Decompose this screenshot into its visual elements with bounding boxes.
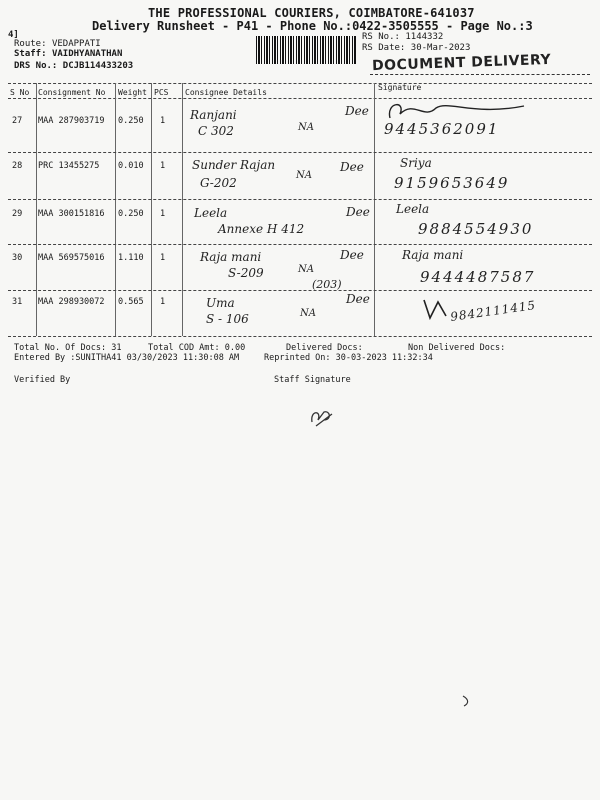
row-consignee-address: S-209 bbox=[228, 266, 264, 280]
row-consignee-name: Leela bbox=[194, 206, 228, 220]
col-header-pcs: PCS bbox=[154, 88, 169, 97]
staff-value: VAIDHYANATHAN bbox=[51, 49, 123, 59]
row-dee-mark: Dee bbox=[346, 205, 370, 219]
verified-by: Verified By bbox=[14, 375, 71, 385]
route-row bbox=[14, 39, 101, 49]
row-na-extra: (203) bbox=[312, 278, 342, 291]
row-divider bbox=[8, 244, 592, 245]
table-bottom-rule bbox=[8, 336, 592, 337]
col-header-weight: Weight bbox=[118, 88, 147, 97]
delivered-docs: Delivered Docs: bbox=[286, 343, 363, 353]
corner-mark: 4] bbox=[8, 30, 19, 40]
row-consignee-address: S - 106 bbox=[206, 312, 249, 326]
table-top-rule bbox=[8, 83, 592, 84]
row-consignment: MAA 300151816 bbox=[38, 209, 105, 219]
row-consignee-address: C 302 bbox=[198, 124, 234, 138]
row-signature-phone: 9445362091 bbox=[384, 120, 500, 138]
signature-scrawl bbox=[420, 296, 450, 322]
stamp-underline bbox=[370, 74, 590, 75]
col-divider bbox=[36, 83, 37, 336]
col-divider bbox=[182, 83, 183, 336]
row-na-mark: NA bbox=[298, 122, 314, 133]
row-consignment: MAA 298930072 bbox=[38, 297, 105, 307]
col-divider bbox=[115, 83, 116, 336]
staff-label: Staff: bbox=[14, 49, 47, 59]
drs-row bbox=[14, 61, 133, 71]
entered-by: Entered By :SUNITHA41 03/30/2023 11:30:08 AM bbox=[14, 353, 240, 363]
row-consignee-address: G-202 bbox=[200, 176, 237, 190]
row-weight: 0.250 bbox=[118, 209, 144, 219]
reprinted-on: Reprinted On: 30-03-2023 11:32:34 bbox=[264, 353, 433, 363]
non-delivered-docs: Non Delivered Docs: bbox=[408, 343, 506, 353]
row-weight: 1.110 bbox=[118, 253, 144, 263]
row-consignee-name: Uma bbox=[206, 296, 235, 310]
barcode bbox=[256, 36, 356, 64]
row-weight: 0.010 bbox=[118, 161, 144, 171]
col-divider bbox=[374, 83, 375, 336]
rs-no-row bbox=[362, 32, 443, 42]
col-header-consignment: Consignment No bbox=[38, 88, 106, 97]
row-signature-phone: 9842111415 bbox=[449, 298, 537, 324]
row-divider bbox=[8, 152, 592, 153]
row-dee-mark: Dee bbox=[345, 104, 369, 118]
row-signature-name: Raja mani bbox=[402, 248, 464, 262]
row-pcs: 1 bbox=[160, 253, 166, 263]
staff-row bbox=[14, 49, 122, 59]
drs-value: DCJB114433203 bbox=[62, 61, 134, 71]
total-cod: Total COD Amt: 0.00 bbox=[148, 343, 246, 353]
row-consignment: MAA 569575016 bbox=[38, 253, 105, 263]
row-divider bbox=[8, 199, 592, 200]
route-value: VEDAPPATI bbox=[51, 39, 101, 49]
rs-date-row bbox=[362, 43, 470, 53]
row-na-mark: NA bbox=[298, 264, 314, 275]
row-sno: 27 bbox=[12, 116, 23, 126]
row-signature-name: Sriya bbox=[400, 156, 432, 170]
rs-no-value: 1144332 bbox=[405, 32, 444, 42]
row-dee-mark: Dee bbox=[340, 248, 364, 262]
runsheet-title: Delivery Runsheet - P41 - Phone No.:0422-3505555 - Page No.:3 bbox=[92, 19, 533, 33]
row-sno: 30 bbox=[12, 253, 23, 263]
row-na-mark: NA bbox=[300, 308, 316, 319]
row-pcs: 1 bbox=[160, 116, 166, 126]
col-header-sno: S No bbox=[10, 88, 30, 97]
row-sno: 31 bbox=[12, 297, 23, 307]
stray-pen-mark bbox=[460, 694, 472, 708]
col-header-consignee: Consignee Details bbox=[185, 88, 267, 97]
row-signature-name: Leela bbox=[396, 202, 430, 216]
company-title: THE PROFESSIONAL COURIERS, COIMBATORE-641037 bbox=[148, 6, 475, 20]
row-pcs: 1 bbox=[160, 161, 166, 171]
row-weight: 0.565 bbox=[118, 297, 144, 307]
staff-signature-label: Staff Signature bbox=[274, 375, 351, 385]
col-header-signature: Signature bbox=[378, 83, 422, 92]
row-na-mark: NA bbox=[296, 170, 312, 181]
row-weight: 0.250 bbox=[118, 116, 144, 126]
rs-no-label: RS No.: bbox=[362, 32, 400, 42]
row-consignee-name: Ranjani bbox=[190, 108, 237, 122]
drs-label: DRS No.: bbox=[14, 61, 58, 71]
row-pcs: 1 bbox=[160, 297, 166, 307]
row-consignment: PRC 13455275 bbox=[38, 161, 100, 171]
signature-scrawl bbox=[384, 98, 534, 122]
total-docs: Total No. Of Docs: 31 bbox=[14, 343, 122, 353]
row-consignment: MAA 287903719 bbox=[38, 116, 105, 126]
col-divider bbox=[151, 83, 152, 336]
row-divider bbox=[8, 290, 592, 291]
row-signature-phone: 9159653649 bbox=[394, 174, 510, 192]
rs-date-label: RS Date: bbox=[362, 43, 406, 53]
route-label: Route: bbox=[14, 39, 47, 49]
staff-signature-scrawl bbox=[308, 408, 336, 428]
document-delivery-stamp: DOCUMENT DELIVERY bbox=[371, 51, 552, 75]
row-pcs: 1 bbox=[160, 209, 166, 219]
row-consignee-name: Sunder Rajan bbox=[192, 158, 276, 172]
row-signature-phone: 9884554930 bbox=[418, 220, 534, 238]
row-sno: 29 bbox=[12, 209, 23, 219]
rs-date-value: 30-Mar-2023 bbox=[410, 43, 471, 53]
row-signature-phone: 9444487587 bbox=[420, 268, 536, 286]
row-consignee-address: Annexe H 412 bbox=[218, 222, 305, 236]
row-consignee-name: Raja mani bbox=[200, 250, 262, 264]
row-dee-mark: Dee bbox=[346, 292, 370, 306]
row-sno: 28 bbox=[12, 161, 23, 171]
row-dee-mark: Dee bbox=[340, 160, 364, 174]
